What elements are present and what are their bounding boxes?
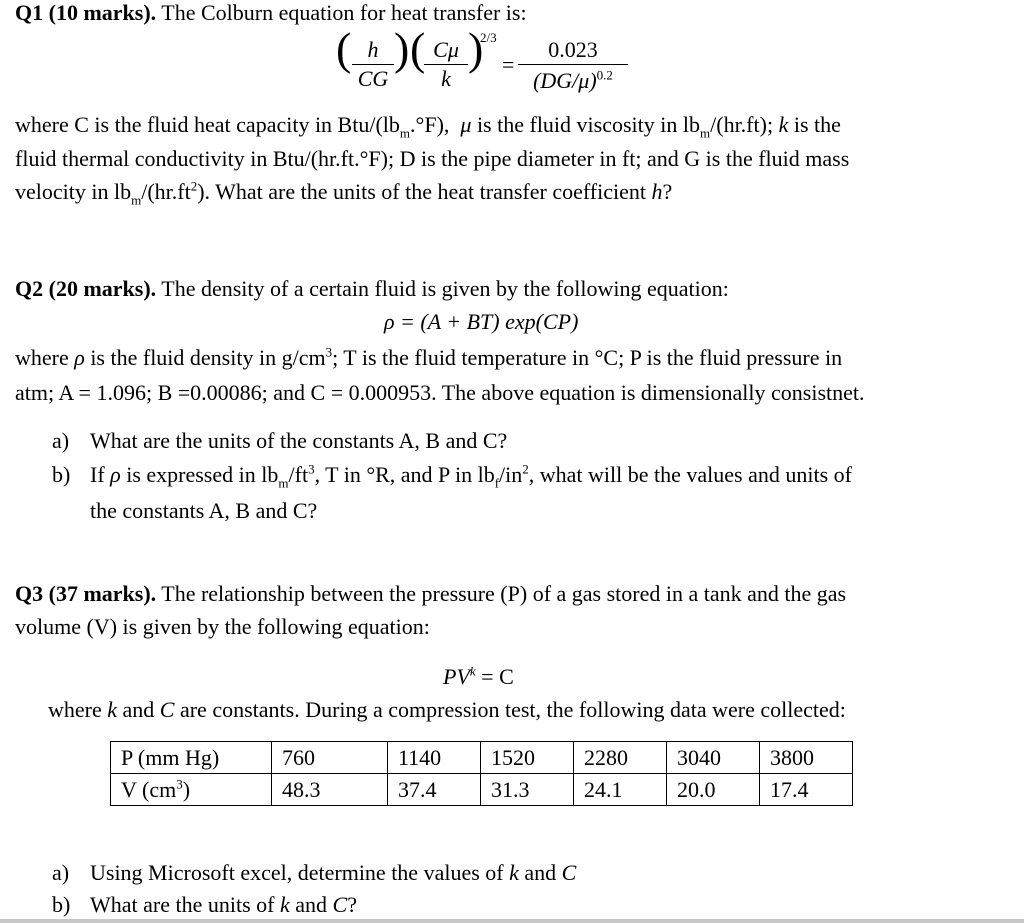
q3-item-a: a) Using Microsoft excel, determine the values of k and C bbox=[52, 860, 577, 885]
colburn-equation bbox=[330, 23, 650, 110]
q2-item-b: b) If ρ is expressed in $lb_m/ft^3$, T in °R, and P in $lb_f/in^2$, what will be the values and units of bbox=[52, 461, 852, 491]
table-cell: 17.4 bbox=[760, 774, 853, 806]
q2-title-line bbox=[15, 272, 1016, 306]
table-cell: 1140 bbox=[388, 742, 481, 774]
paren-close-2: ) bbox=[468, 23, 484, 74]
q2-heading: Q2 (20 marks). bbox=[15, 276, 157, 301]
table-cell: 1520 bbox=[481, 742, 574, 774]
q1-heading: Q1 (10 marks). bbox=[15, 0, 157, 25]
paren-close-1: ) bbox=[394, 23, 410, 74]
table-cell: 2280 bbox=[574, 742, 667, 774]
table-cell-p-label: P (mm Hg) bbox=[111, 742, 272, 774]
paren-open-2: ( bbox=[410, 23, 426, 74]
q1-line-2: fluid thermal conductivity in Btu/(hr.ft.°F); D is the pipe diameter in ft; and G is the fluid mass bbox=[15, 146, 850, 171]
table-cell: 48.3 bbox=[272, 774, 388, 806]
q3-item-b: b) What are the units of k and C? bbox=[52, 892, 357, 917]
pvk-equation: $PV^k = C$ bbox=[443, 663, 514, 689]
frac-h-over-cg bbox=[352, 38, 394, 91]
table-cell-v-label: V $(cm^3)$ bbox=[111, 774, 272, 806]
frac-0023: 0.023 bbox=[548, 37, 598, 62]
frac-cmu: Cμ bbox=[433, 37, 459, 62]
q1-line-1: where C is the fluid heat capacity in Btu/$(lb_m.^\circ F)$, μ is the fluid viscosity in $lb_m/(hr.ft)$; k is the bbox=[15, 112, 841, 141]
frac-k: k bbox=[441, 66, 451, 91]
table-row-volume bbox=[111, 774, 853, 806]
table-cell: 37.4 bbox=[388, 774, 481, 806]
q3-intro-2: volume (V) is given by the following equation: bbox=[15, 614, 430, 639]
density-equation: ρ = (A + BT) exp(CP) bbox=[384, 309, 579, 334]
q1-title-line bbox=[15, 0, 1016, 30]
table-cell: 3800 bbox=[760, 742, 853, 774]
q3-title-line bbox=[15, 577, 1016, 611]
frac-right bbox=[518, 38, 628, 95]
table-cell: 20.0 bbox=[667, 774, 760, 806]
frac-cg: CG bbox=[357, 66, 389, 91]
q1-line-3: velocity in $lb_m/(hr.ft^2)$. What are the units of the heat transfer coefficient h? bbox=[15, 178, 673, 208]
table-cell: 3040 bbox=[667, 742, 760, 774]
frac-h: h bbox=[367, 37, 379, 62]
q2-intro: The density of a certain fluid is given by the following equation: bbox=[161, 276, 729, 301]
frac-dg-mu: (DG/μ) bbox=[533, 68, 597, 93]
q2-item-b-cont: the constants A, B and C? bbox=[90, 498, 318, 523]
q2-line-1: where ρ is the fluid density in $g/cm^3$; T is the fluid temperature in °C; P is the fluid pressure in bbox=[15, 344, 843, 370]
q3-intro: The relationship between the pressure (P) of a gas stored in a tank and the gas bbox=[161, 581, 847, 606]
table-cell: 760 bbox=[272, 742, 388, 774]
table-row-pressure bbox=[111, 742, 853, 774]
q3-heading: Q3 (37 marks). bbox=[15, 581, 157, 606]
q1-intro: The Colburn equation for heat transfer is: bbox=[161, 0, 527, 25]
q2-line-2: atm; A = 1.096; B =0.00086; and C = 0.000953. The above equation is dimensionally consistnet. bbox=[15, 380, 865, 405]
q3-where-line: where k and C are constants. During a compression test, the following data were collected: bbox=[48, 697, 846, 722]
frac-cmu-over-k bbox=[424, 38, 468, 91]
exponent-2-3: 2/3 bbox=[480, 30, 497, 45]
pv-data-table bbox=[110, 741, 853, 806]
q2-item-a: a) What are the units of the constants A, B and C? bbox=[52, 428, 508, 453]
bottom-scroll-edge bbox=[0, 919, 1024, 923]
table-cell: 24.1 bbox=[574, 774, 667, 806]
den-exponent: 0.2 bbox=[596, 67, 613, 83]
paren-open-1: ( bbox=[336, 23, 352, 74]
table-cell: 31.3 bbox=[481, 774, 574, 806]
equals-sign: = bbox=[502, 52, 515, 77]
